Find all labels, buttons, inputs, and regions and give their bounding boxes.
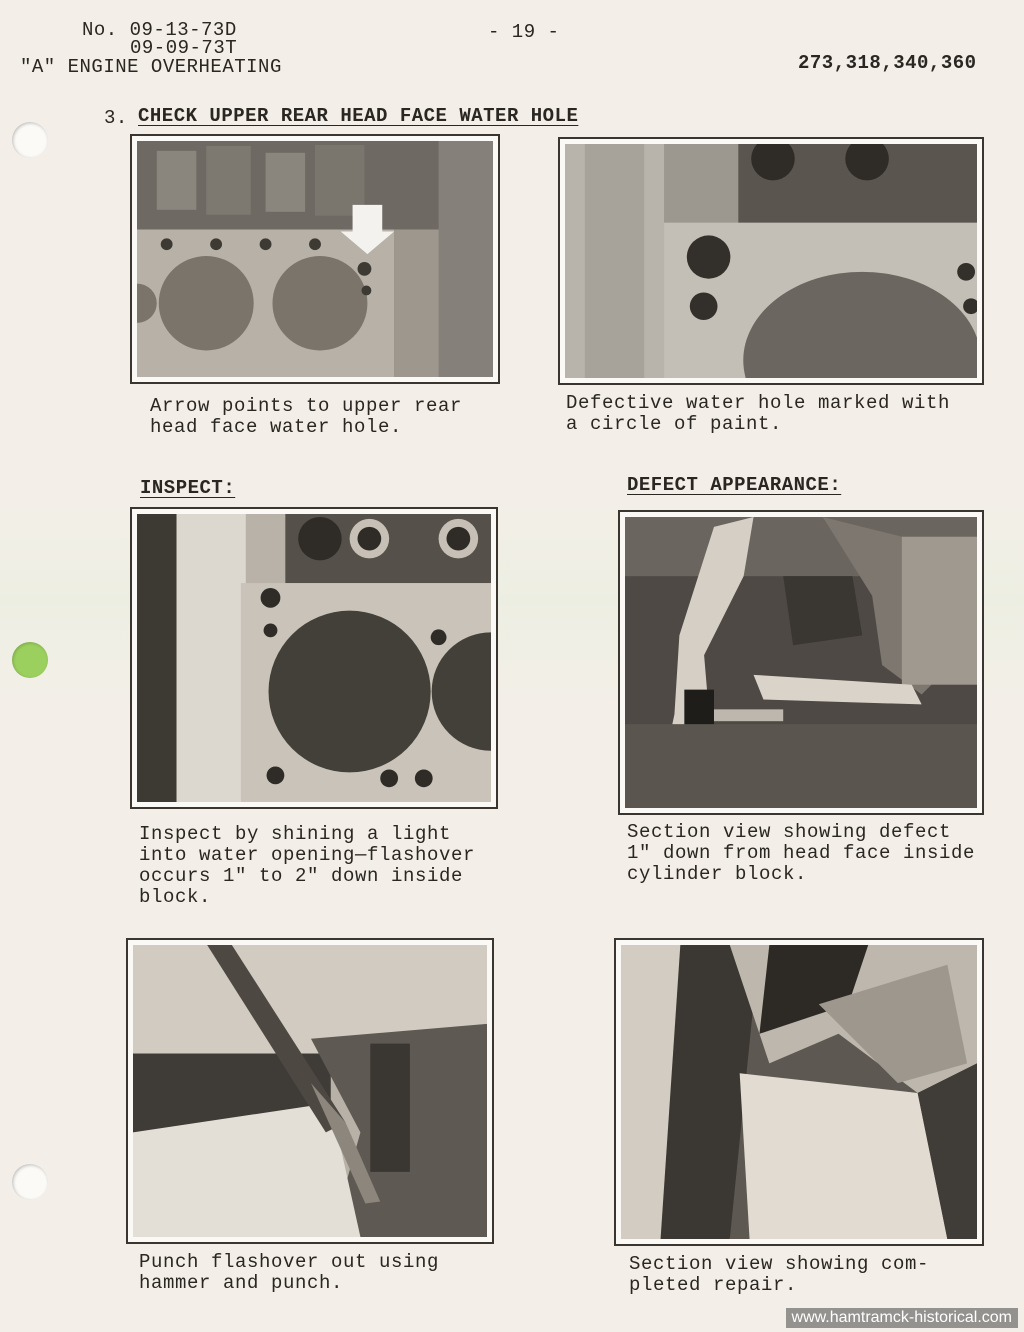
binder-hole-top (12, 122, 48, 158)
page-number: - 19 - (488, 21, 560, 43)
photo-arrow-water-hole (130, 134, 500, 384)
photo-section-defect (618, 510, 984, 815)
inspect-heading: INSPECT: (140, 477, 236, 499)
caption-photo5 (139, 1252, 439, 1294)
caption-line: block. (139, 886, 212, 908)
bulletin-number-1: No. 09-13-73D (82, 19, 237, 41)
caption-photo3 (139, 824, 475, 908)
caption-line: pleted repair. (629, 1274, 798, 1296)
caption-photo4 (627, 822, 975, 885)
caption-line: head face water hole. (150, 416, 403, 438)
caption-line: hammer and punch. (139, 1272, 344, 1294)
caption-line: occurs 1" to 2" down inside (139, 865, 464, 887)
step-number: 3. (104, 107, 128, 129)
caption-line: Punch flashover out using (139, 1251, 440, 1273)
caption-line: a circle of paint. (566, 413, 783, 435)
website-watermark: www.hamtramck-historical.com (786, 1308, 1018, 1328)
photo-punch-flashover (126, 938, 494, 1244)
caption-line: into water opening—flashover (139, 844, 476, 866)
caption-line: Arrow points to upper rear (150, 395, 463, 417)
caption-line: Defective water hole marked with (566, 392, 951, 414)
caption-line: 1" down from head face inside (627, 842, 976, 864)
caption-photo6 (629, 1254, 929, 1296)
caption-line: Inspect by shining a light (139, 823, 452, 845)
caption-photo2 (566, 393, 950, 435)
binder-hole-bottom (12, 1164, 48, 1200)
caption-line: cylinder block. (627, 863, 808, 885)
photo-inspect-light (130, 507, 498, 809)
bulletin-number-2: 09-09-73T (130, 37, 238, 59)
photo-completed-repair (614, 938, 984, 1246)
binder-hole-middle (12, 642, 48, 678)
photo-defective-water-hole (558, 137, 984, 385)
engine-list: 273,318,340,360 (798, 52, 977, 74)
caption-photo1 (150, 396, 462, 438)
defect-appearance-heading: DEFECT APPEARANCE: (627, 474, 842, 496)
caption-line: Section view showing com- (629, 1253, 930, 1275)
caption-line: Section view showing defect (627, 821, 952, 843)
document-title: "A" ENGINE OVERHEATING (20, 56, 282, 78)
section-heading: CHECK UPPER REAR HEAD FACE WATER HOLE (138, 105, 579, 127)
